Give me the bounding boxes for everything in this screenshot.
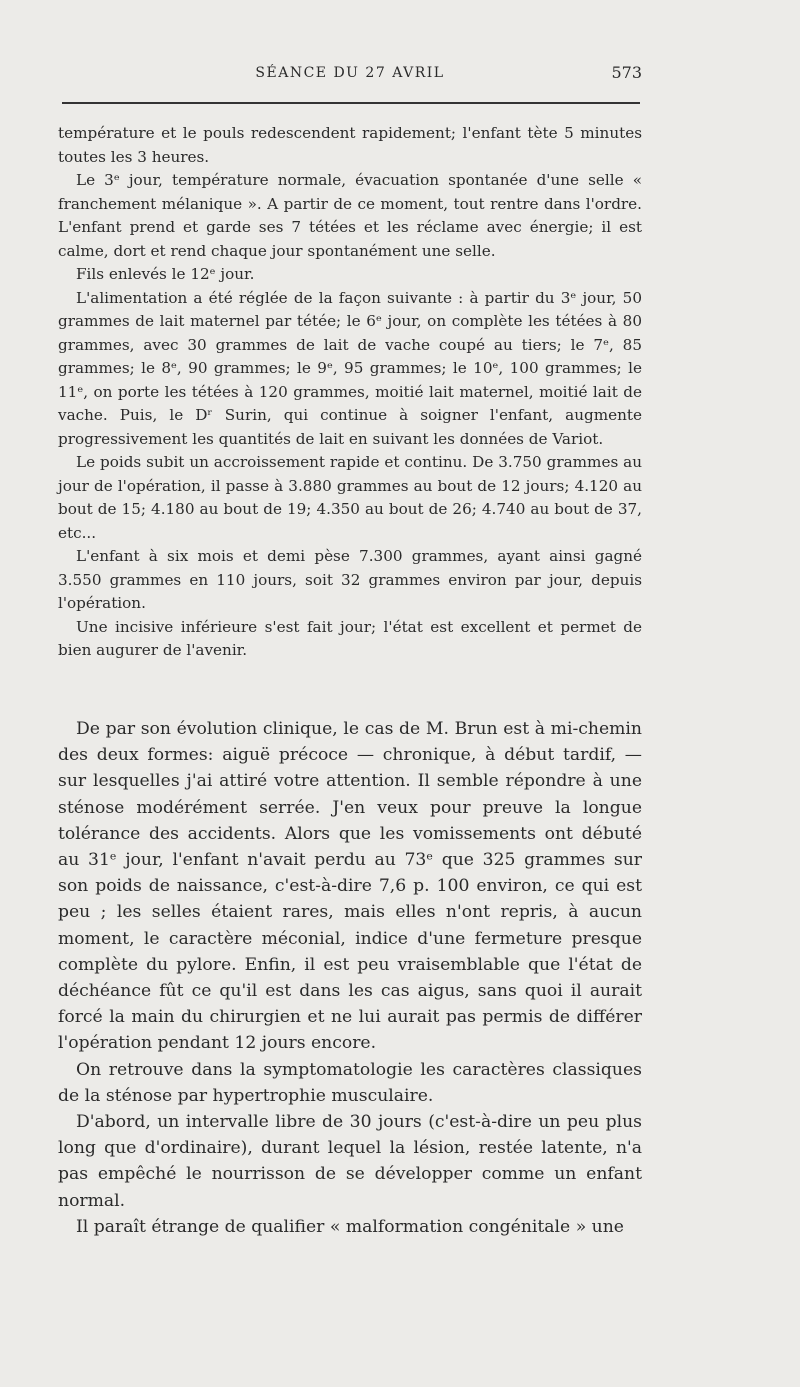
paragraph: Le poids subit un accroissement rapide et continu. De 3.750 grammes au jour de l'opération, il passe à 3.880 grammes au bout de 12 jours; 4.120 au bout de 15; 4.180 au bout de 19; 4.350 au bout de 26; 4.740 au bout de 37, etc... xyxy=(58,453,642,542)
paragraph: D'abord, un intervalle libre de 30 jours (c'est-à-dire un peu plus long que d'ordinaire), durant lequel la lésion, restée latente, n'a pas empêché le nourrisson de se développer comme un enfant normal. xyxy=(58,1112,642,1211)
paragraph: On retrouve dans la symptomatologie les caractères classiques de la sténose par hypertrophie musculaire. xyxy=(58,1059,642,1106)
case-notes-block xyxy=(58,122,642,663)
paragraph: Le 3ᵉ jour, température normale, évacuation spontanée d'une selle « franchement mélanique ». A partir de ce moment, tout rentre dans l'ordre. L'enfant prend et garde ses 7 tétées et les réclame avec énergie; il est calme, dort et rend chaque jour spontanément une selle. xyxy=(58,171,642,260)
page-number: 573 xyxy=(611,63,642,82)
page-header xyxy=(58,62,642,86)
paragraph: Une incisive inférieure s'est fait jour; l'état est excellent et permet de bien augurer de l'avenir. xyxy=(58,617,642,659)
paragraph: L'alimentation a été réglée de la façon suivante : à partir du 3ᵉ jour, 50 grammes de lait maternel par tétée; le 6ᵉ jour, on complète les tétées à 80 grammes, avec 30 grammes de lait de vache coupé au tiers; le 7ᵉ, 85 grammes; le 8ᵉ, 90 grammes; le 9ᵉ, 95 grammes; le 10ᵉ, 100 grammes; le 11ᵉ, on porte les tétées à 120 grammes, moitié lait maternel, moitié lait de vache. Puis, le Dʳ Surin, qui continue à soigner l'enfant, augmente progressivement les quantités de lait en suivant les données de Variot. xyxy=(58,288,642,448)
running-title: SÉANCE DU 27 AVRIL xyxy=(255,65,445,81)
paragraph: L'enfant à six mois et demi pèse 7.300 grammes, ayant ainsi gagné 3.550 grammes en 110 jours, soit 32 grammes environ par jour, depuis l'opération. xyxy=(58,547,642,612)
paragraph: température et le pouls redescendent rapidement; l'enfant tète 5 minutes toutes les 3 heures. xyxy=(58,124,642,166)
paragraph: De par son évolution clinique, le cas de M. Brun est à mi-chemin des deux formes: aiguë précoce — chronique, à début tardif, — sur lesquelles j'ai attiré votre attention. Il semble répondre à une sténose modérément serrée. J'en veux pour preuve la longue tolérance des accidents. Alors que les vomissements ont débuté au 31ᵉ jour, l'enfant n'avait perdu au 73ᵉ que 325 grammes sur son poids de naissance, c'est-à-dire 7,6 p. 100 environ, ce qui est peu ; les selles étaient rares, mais elles n'ont repris, à aucun moment, le caractère méconial, indice d'une fermeture presque complète du pylore. Enfin, il est peu vraisemblable que l'état de déchéance fût ce qu'il est dans les cas aigus, sans quoi il aurait forcé la main du chirurgien et ne lui aurait pas permis de différer l'opération pendant 12 jours encore. xyxy=(58,719,642,1054)
paragraph: Fils enlevés le 12ᵉ jour. xyxy=(76,265,255,283)
paragraph: Il paraît étrange de qualifier « malformation congénitale » une xyxy=(76,1216,624,1237)
header-rule xyxy=(62,102,640,104)
discussion-block xyxy=(58,716,642,1240)
